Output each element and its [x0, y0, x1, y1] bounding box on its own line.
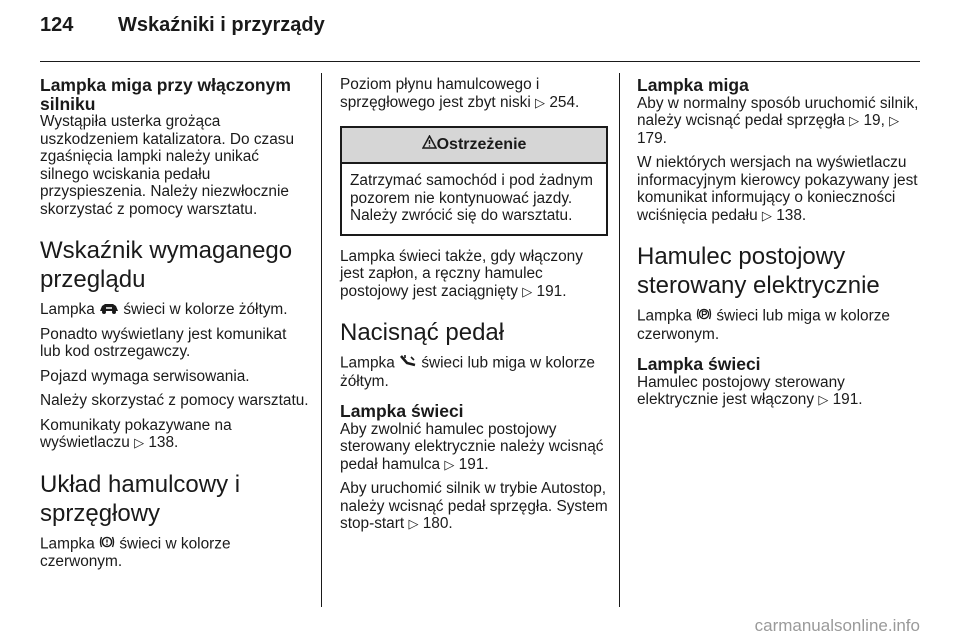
text-fragment: W niektórych wersjach na wyświetlaczu informacyjnym kierowcy pokazywany jest komunikat informujący o konieczności wciśnięcia pedału: [637, 154, 918, 224]
warning-header: [342, 128, 606, 164]
page-reference[interactable]: 254.: [549, 93, 580, 111]
section-title-lamp-lit: Lampka świeci: [340, 401, 464, 421]
reference-arrow-icon: ▷: [522, 283, 533, 299]
section-title-electric-parking-brake: Hamulec postojowy sterowany elektrycznie: [637, 243, 880, 299]
page-reference[interactable]: 191.: [832, 391, 863, 408]
reference-arrow-icon: ▷: [408, 516, 419, 531]
section-title-lamp-lit-2: Lampka świeci: [637, 354, 761, 374]
paragraph-parking-lamp: [637, 307, 922, 343]
text-fragment: Lampka świeci także, gdy włączony jest zapłon, a ręczny hamulec postojowy jest zaciągnięty: [340, 247, 583, 300]
section-title-brake-clutch: Układ hamulcowy i sprzęgłowy: [40, 470, 241, 527]
text-fragment: Poziom płynu hamulcowego i sprzęgłowego jest zbyt niski: [340, 76, 540, 111]
paragraph-parking-brake-on: [637, 374, 922, 409]
watermark: carmanualsonline.info: [754, 616, 920, 635]
text-fragment: Komunikaty pokazywane na wyświetlaczu: [40, 416, 232, 452]
parking-brake-icon: [696, 307, 712, 326]
column-3: [637, 76, 922, 409]
text-fragment: Lampka: [40, 535, 95, 552]
section-title-press-pedal: Nacisnąć pedał: [340, 319, 505, 346]
page-reference[interactable]: 191.: [458, 455, 489, 473]
press-pedal-icon: [399, 354, 417, 373]
column-2: [340, 76, 608, 533]
text-fragment: Lampka: [40, 301, 95, 318]
warning-triangle-icon: [422, 128, 437, 162]
paragraph-autostop: [340, 480, 608, 533]
reference-arrow-icon: ▷: [818, 392, 829, 407]
reference-arrow-icon: ▷: [849, 113, 860, 128]
text-fragment: Aby zwolnić hamulec postojowy sterowany elektrycznie należy wcisnąć pedał hamulca: [340, 420, 604, 473]
page-reference[interactable]: 138.: [776, 206, 807, 224]
paragraph-service-message: Ponadto wyświetlany jest komunikat lub kod ostrzegawczy.: [40, 325, 287, 361]
column-divider-2: [619, 73, 620, 607]
paragraph-brake-lamp: [40, 535, 310, 571]
paragraph-start-engine: [637, 95, 922, 148]
text-fragment: świeci lub miga w kolorze czerwonym.: [637, 307, 890, 343]
paragraph-ignition-handbrake: [340, 248, 608, 301]
warning-title: Ostrzeżenie: [436, 136, 527, 154]
paragraph-service-lamp: [40, 301, 310, 319]
service-wrench-car-icon: [99, 301, 119, 319]
page-reference[interactable]: 191.: [536, 282, 567, 300]
page-reference[interactable]: 179.: [637, 129, 667, 147]
section-title-lamp-blinks-engine-on: Lampka miga przy włączonym silniku: [40, 75, 291, 114]
paragraph-service-required: Pojazd wymaga serwisowania.: [40, 367, 250, 385]
reference-arrow-icon: ▷: [444, 456, 455, 472]
page-number: 124: [40, 14, 74, 36]
header-divider: [40, 61, 920, 62]
section-title-service-indicator: Wskaźnik wymaganego przeglądu: [40, 237, 293, 293]
reference-arrow-icon: ▷: [889, 113, 900, 128]
warning-box: [340, 126, 608, 236]
section-title-lamp-blinks: Lampka miga: [637, 75, 749, 95]
reference-arrow-icon: ▷: [761, 207, 772, 223]
column-divider-1: [321, 73, 322, 607]
text-fragment: Aby w normalny sposób uruchomić silnik, należy wcisnąć pedał sprzęgła: [637, 94, 919, 129]
paragraph-release-parking-brake: [340, 421, 608, 474]
page-reference[interactable]: 180.: [422, 515, 453, 532]
paragraph-catalyst-warning: Wystąpiła usterka grożąca uszkodzeniem katalizatora. Do czasu zgaśnięcia lampki należy unikać silnego wciskania pedału przyspieszenia. Należy niezwłocznie skorzystać z pomocy warsztatu.: [40, 113, 295, 218]
text-fragment: świeci w kolorze żółtym.: [123, 301, 288, 318]
text-fragment: świeci w kolorze czerwonym.: [40, 535, 231, 571]
paragraph-fluid-level: [340, 76, 608, 111]
reference-arrow-icon: ▷: [134, 435, 145, 451]
page-header: [40, 14, 920, 46]
paragraph-driver-info-display: [637, 154, 922, 224]
text-fragment: Lampka: [637, 307, 692, 325]
brake-system-icon: [99, 535, 115, 554]
column-1: [40, 76, 310, 571]
paragraph-messages-ref: [40, 417, 310, 452]
paragraph-pedal-lamp: [340, 354, 608, 390]
chapter-title: Wskaźniki i przyrządy: [118, 14, 325, 36]
warning-text: Zatrzymać samochód i pod żadnym pozorem nie kontynuować jazdy. Należy zwrócić się do warsztatu.: [350, 172, 593, 224]
text-fragment: Aby uruchomić silnik w trybie Autostop, należy wcisnąć pedał sprzęgła. System stop-start: [340, 480, 608, 532]
text-fragment: Lampka: [340, 354, 395, 372]
page-reference[interactable]: 138.: [148, 434, 179, 452]
text-fragment: Hamulec postojowy sterowany elektrycznie jest włączony: [637, 373, 845, 408]
text-fragment: świeci lub miga w kolorze żółtym.: [340, 354, 595, 390]
paragraph-workshop: Należy skorzystać z pomocy warsztatu.: [40, 392, 309, 410]
reference-arrow-icon: ▷: [535, 94, 546, 110]
page-reference[interactable]: 19,: [863, 112, 885, 129]
